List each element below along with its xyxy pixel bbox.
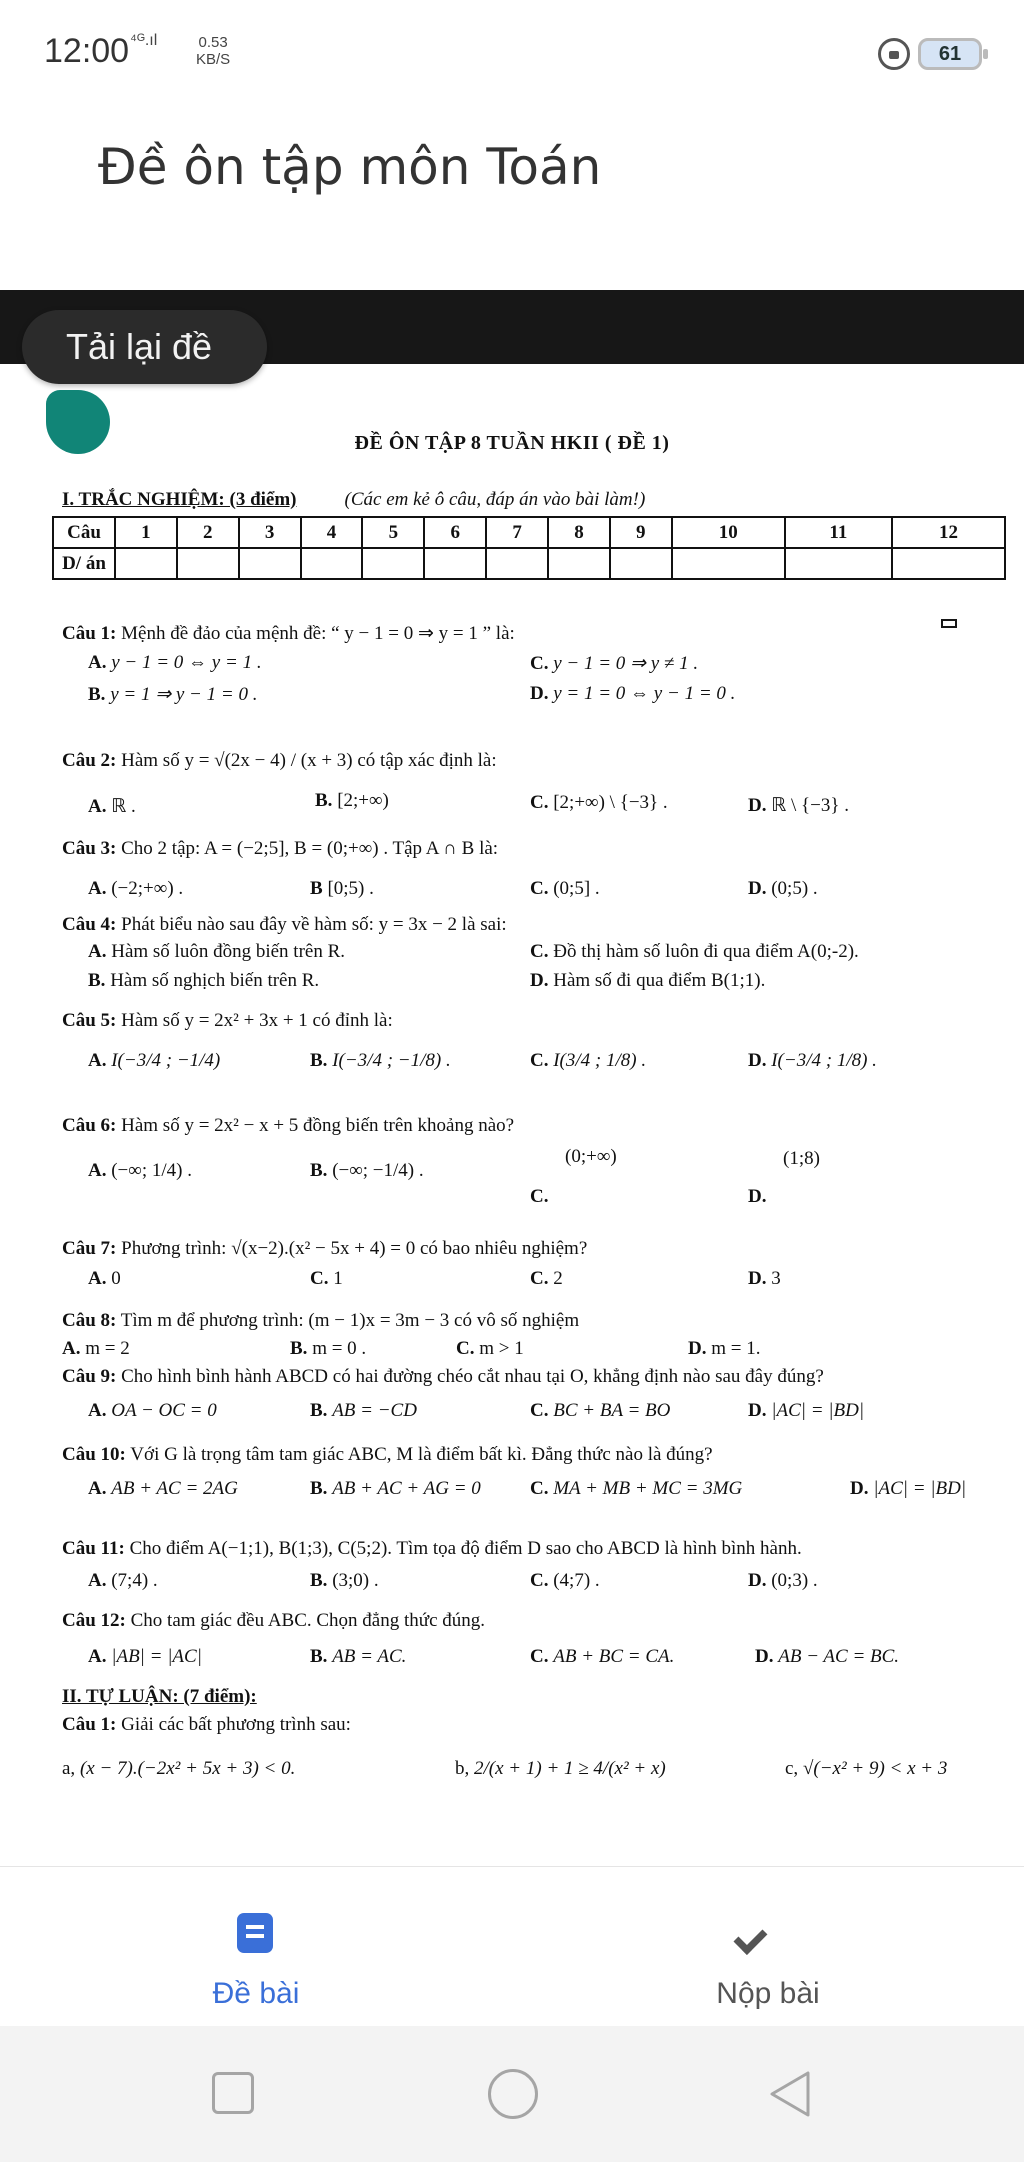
essay-part-a: a, (x − 7).(−2x² + 5x + 3) < 0.: [62, 1758, 296, 1779]
q5-option-d: D. I(−3/4 ; 1/8) .: [748, 1050, 877, 1071]
table-header-cell: 11: [785, 517, 892, 548]
q12-option-a: A. |AB| = |AC|: [88, 1646, 202, 1667]
table-header-cell: 8: [548, 517, 610, 548]
question-label: Câu 8:: [62, 1310, 117, 1331]
table-header-cell: 9: [610, 517, 672, 548]
tab-exam-label: Đề bài: [212, 1977, 300, 2010]
option-text: y − 1 = 0 ⇒ y ≠ 1 .: [553, 653, 699, 674]
q6-option-d-value: (1;8): [783, 1148, 820, 1169]
q5-option-b: B. I(−3/4 ; −1/8) .: [310, 1050, 451, 1071]
q6-option-a: A. (−∞; 1/4) .: [88, 1160, 192, 1181]
q9-option-a: A. OA − OC = 0: [88, 1400, 217, 1421]
option-text: AB = AC.: [332, 1646, 407, 1667]
q1-option-c: C. y − 1 = 0 ⇒ y ≠ 1 .: [530, 653, 699, 674]
q7-option-a: A. 0: [88, 1268, 121, 1289]
q6-option-b: B. (−∞; −1/4) .: [310, 1160, 424, 1181]
option-text: (0;5) .: [771, 878, 818, 899]
q12-option-d: D. AB − AC = BC.: [755, 1646, 900, 1667]
table-header-cell: 5: [362, 517, 424, 548]
option-text: OA − OC = 0: [111, 1400, 217, 1421]
option-text: (4;7) .: [553, 1570, 600, 1591]
option-text: I(3/4 ; 1/8) .: [553, 1050, 647, 1071]
question-text: Giải các bất phương trình sau:: [121, 1714, 351, 1735]
option-text: 2: [553, 1268, 563, 1289]
question-9: [62, 1366, 824, 1388]
q5-option-c: C. I(3/4 ; 1/8) .: [530, 1050, 647, 1071]
system-navigation-bar: [0, 2026, 1024, 2162]
option-text: AB = −CD: [332, 1400, 417, 1421]
q2-option-c: C. [2;+∞) \ {−3} .: [530, 792, 668, 813]
option-text: I(−3/4 ; −1/4): [111, 1050, 221, 1071]
speed-unit: KB/S: [196, 51, 231, 68]
essay-part-b: b, 2/(x + 1) + 1 ≥ 4/(x² + x): [455, 1758, 666, 1779]
status-bar: [0, 0, 1024, 110]
option-text: m > 1: [479, 1338, 524, 1359]
q3-option-b: B [0;5) .: [310, 878, 374, 899]
question-text: Phương trình: √(x−2).(x² − 5x + 4) = 0 có bao nhiêu nghiệm?: [121, 1238, 588, 1259]
question-text: Với G là trọng tâm tam giác ABC, M là điểm bất kì. Đẳng thức nào là đúng?: [130, 1444, 713, 1465]
option-text: m = 2: [85, 1338, 130, 1359]
option-text: [2;+∞) \ {−3} .: [553, 792, 668, 813]
question-2: [62, 750, 497, 772]
table-header-cell: 10: [672, 517, 785, 548]
q8-option-a: A. m = 2: [62, 1338, 130, 1359]
q11-option-c: C. (4;7) .: [530, 1570, 600, 1591]
table-header-cell: Câu: [53, 517, 115, 548]
q11-option-a: A. (7;4) .: [88, 1570, 158, 1591]
rotation-lock-icon: [878, 38, 910, 70]
q7-option-c: C. 2: [530, 1268, 563, 1289]
option-text: Hàm số đi qua điểm B(1;1).: [553, 970, 766, 991]
q8-option-d: D. m = 1.: [688, 1338, 761, 1359]
question-text: Mệnh đề đảo của mệnh đề: “ y − 1 = 0 ⇒ y = 1 ” là:: [121, 623, 515, 644]
option-text: AB + BC = CA.: [553, 1646, 675, 1667]
network-speed: [196, 34, 230, 68]
bottom-navigation: [0, 1866, 1024, 2026]
question-label: Câu 6:: [62, 1115, 117, 1136]
table-header-cell: 12: [892, 517, 1005, 548]
question-label: Câu 7:: [62, 1238, 117, 1259]
option-text: (−∞; 1/4) .: [111, 1160, 192, 1181]
answer-table: [52, 516, 1006, 580]
question-3: [62, 838, 498, 860]
q9-option-c: C. BC + BA = BO: [530, 1400, 671, 1421]
option-text: |AB| = |AC|: [111, 1646, 202, 1667]
section1-note: (Các em kẻ ô câu, đáp án vào bài làm!): [344, 489, 646, 510]
question-8: [62, 1310, 579, 1332]
check-icon: [750, 1907, 786, 1943]
q7-option-d: D. 3: [748, 1268, 781, 1289]
q1-option-b: B. y = 1 ⇒ y − 1 = 0 .: [88, 684, 258, 705]
question-10: [62, 1444, 713, 1466]
question-text: Cho 2 tập: A = (−2;5], B = (0;+∞) . Tập A ∩ B là:: [121, 838, 499, 859]
question-label: Câu 1:: [62, 1714, 117, 1735]
option-text: (0;3) .: [771, 1570, 818, 1591]
q8-option-b: B. m = 0 .: [290, 1338, 367, 1359]
question-label: Câu 2:: [62, 750, 117, 771]
q3-option-d: D. (0;5) .: [748, 878, 818, 899]
question-7: [62, 1238, 587, 1260]
q6-option-c-value: (0;+∞): [565, 1146, 617, 1167]
q9-option-d: D. |AC| = |BD|: [748, 1400, 865, 1421]
question-text: Cho điểm A(−1;1), B(1;3), C(5;2). Tìm tọa độ điểm D sao cho ABCD là hình bình hành.: [129, 1538, 802, 1559]
q6-option-d: D.: [748, 1186, 767, 1207]
question-label: Câu 3:: [62, 838, 117, 859]
signal-icon: ⁴ᴳ.ıl: [130, 32, 158, 49]
table-header-cell: 4: [301, 517, 363, 548]
document-icon: [237, 1913, 273, 1953]
option-text: y = 1 = 0 ⇔ y − 1 = 0 .: [553, 683, 736, 704]
option-text: Hàm số nghịch biến trên R.: [110, 970, 320, 991]
tab-submit-label: Nộp bài: [716, 1977, 820, 2010]
q2-option-d: D. ℝ \ {−3} .: [748, 795, 850, 816]
option-text: (0;5] .: [553, 878, 600, 899]
speed-value: 0.53: [198, 34, 228, 51]
option-text: BC + BA = BO: [553, 1400, 671, 1421]
q10-option-c: C. MA + MB + MC = 3MG: [530, 1478, 743, 1499]
page-title: Đề ôn tập môn Toán: [98, 138, 602, 196]
section2-heading: II. TỰ LUẬN: (7 điểm):: [62, 1686, 257, 1707]
option-text: y = 1 ⇒ y − 1 = 0 .: [110, 684, 258, 705]
table-header-cell: 1: [115, 517, 177, 548]
question-label: Câu 12:: [62, 1610, 126, 1631]
option-text: 3: [771, 1268, 781, 1289]
q10-option-d: D. |AC| = |BD|: [850, 1478, 967, 1499]
option-text: |AC| = |BD|: [873, 1478, 967, 1499]
option-text: 1: [333, 1268, 343, 1289]
question-text: Hàm số y = 2x² − x + 5 đồng biến trên khoảng nào?: [121, 1115, 515, 1136]
question-label: Câu 11:: [62, 1538, 125, 1559]
option-text: m = 0 .: [312, 1338, 367, 1359]
option-text: AB + AC = 2AG: [111, 1478, 238, 1499]
question-text: Hàm số y = 2x² + 3x + 1 có đỉnh là:: [121, 1010, 393, 1031]
essay-part-c: c, √(−x² + 9) < x + 3: [785, 1758, 948, 1779]
essay-part-text: (x − 7).(−2x² + 5x + 3) < 0.: [79, 1758, 296, 1779]
question-label: Câu 1:: [62, 623, 117, 644]
q11-option-d: D. (0;3) .: [748, 1570, 818, 1591]
option-text: I(−3/4 ; 1/8) .: [771, 1050, 877, 1071]
option-text: I(−3/4 ; −1/8) .: [332, 1050, 451, 1071]
question-text: Cho hình bình hành ABCD có hai đường chéo cắt nhau tại O, khẳng định nào sau đây đúng?: [121, 1366, 824, 1387]
question-11: [62, 1538, 802, 1560]
q10-option-b: B. AB + AC + AG = 0: [310, 1478, 481, 1499]
section1-title: I. TRẮC NGHIỆM: (3 điểm): [62, 489, 297, 510]
table-header-cell: 6: [424, 517, 486, 548]
question-label: Câu 10:: [62, 1444, 126, 1465]
option-text: Đồ thị hàm số luôn đi qua điểm A(0;-2).: [553, 941, 859, 962]
q3-option-a: A. (−2;+∞) .: [88, 878, 184, 899]
option-text: AB + AC + AG = 0: [332, 1478, 481, 1499]
answer-table-header: [53, 517, 1005, 548]
q3-option-c: C. (0;5] .: [530, 878, 600, 899]
option-text: y − 1 = 0 ⇔ y = 1 .: [111, 652, 262, 673]
status-time: 12:00: [44, 32, 130, 70]
question-text: Tìm m để phương trình: (m − 1)x = 3m − 3 có vô số nghiệm: [120, 1310, 580, 1331]
option-text: |AC| = |BD|: [771, 1400, 865, 1421]
option-text: ℝ \ {−3} .: [771, 795, 850, 816]
q4-option-c: C. Đồ thị hàm số luôn đi qua điểm A(0;-2).: [530, 941, 859, 962]
option-text: (−2;+∞) .: [111, 878, 184, 899]
question-4: [62, 914, 507, 936]
q4-option-d: D. Hàm số đi qua điểm B(1;1).: [530, 970, 766, 991]
question-label: Câu 4:: [62, 914, 117, 935]
option-text: ℝ .: [111, 796, 136, 817]
question-6: [62, 1115, 514, 1137]
q2-option-b: B. [2;+∞): [315, 790, 389, 811]
q11-option-b: B. (3;0) .: [310, 1570, 379, 1591]
question-label: Câu 9:: [62, 1366, 117, 1387]
q12-option-b: B. AB = AC.: [310, 1646, 407, 1667]
question-text: Cho tam giác đều ABC. Chọn đẳng thức đúng.: [130, 1610, 486, 1631]
battery-icon: 61: [918, 38, 982, 70]
option-text: (−∞; −1/4) .: [332, 1160, 424, 1181]
question-5: [62, 1010, 393, 1032]
question-text: Hàm số y = √(2x − 4) / (x + 3) có tập xác định là:: [121, 750, 497, 771]
exit-icon[interactable]: [1002, 604, 1024, 626]
q6-option-c: C.: [530, 1186, 549, 1207]
table-header-cell: 3: [239, 517, 301, 548]
print-icon[interactable]: [935, 604, 963, 628]
option-text: m = 1.: [711, 1338, 761, 1359]
option-text: MA + MB + MC = 3MG: [553, 1478, 743, 1499]
option-text: 0: [111, 1268, 121, 1289]
question-1: [62, 622, 515, 645]
option-text: [0;5) .: [327, 878, 374, 899]
essay-part-text: 2/(x + 1) + 1 ≥ 4/(x² + x): [474, 1758, 666, 1779]
q8-option-c: C. m > 1: [456, 1338, 524, 1359]
option-text: (3;0) .: [332, 1570, 379, 1591]
recent-apps-icon[interactable]: [212, 2072, 254, 2114]
q12-option-c: C. AB + BC = CA.: [530, 1646, 675, 1667]
q10-option-a: A. AB + AC = 2AG: [88, 1478, 238, 1499]
back-icon[interactable]: [768, 2070, 812, 2118]
table-row-label: D/ án: [53, 548, 115, 579]
exam-title: ĐỀ ÔN TẬP 8 TUẦN HKII ( ĐỀ 1): [354, 432, 670, 454]
essay-question-1: [62, 1714, 351, 1736]
essay-part-text: √(−x² + 9) < x + 3: [802, 1758, 948, 1779]
home-icon[interactable]: [488, 2069, 538, 2119]
q5-option-a: A. I(−3/4 ; −1/4): [88, 1050, 221, 1071]
option-text: (7;4) .: [111, 1570, 158, 1591]
tab-exam[interactable]: [0, 1867, 512, 2027]
q1-option-d: D. y = 1 = 0 ⇔ y − 1 = 0 .: [530, 683, 736, 704]
option-text: AB − AC = BC.: [778, 1646, 900, 1667]
reload-exam-button[interactable]: Tải lại đề: [22, 310, 267, 384]
table-header-cell: 2: [177, 517, 239, 548]
table-header-cell: 7: [486, 517, 548, 548]
option-text: [2;+∞): [337, 790, 389, 811]
q7-option-b: C. 1: [310, 1268, 343, 1289]
q2-option-a: A. ℝ .: [88, 796, 136, 817]
question-text: Phát biểu nào sau đây về hàm số: y = 3x − 2 là sai:: [121, 914, 507, 935]
option-text: Hàm số luôn đồng biến trên R.: [111, 941, 346, 962]
question-12: [62, 1610, 485, 1632]
q4-option-b: B. Hàm số nghịch biến trên R.: [88, 970, 320, 991]
q4-option-a: A. Hàm số luôn đồng biến trên R.: [88, 941, 346, 962]
q9-option-b: B. AB = −CD: [310, 1400, 417, 1421]
answer-table-row: [53, 548, 1005, 579]
q1-option-a: A. y − 1 = 0 ⇔ y = 1 .: [88, 652, 262, 673]
question-label: Câu 5:: [62, 1010, 117, 1031]
section1-heading: [62, 489, 645, 511]
tab-submit[interactable]: [512, 1867, 1024, 2027]
